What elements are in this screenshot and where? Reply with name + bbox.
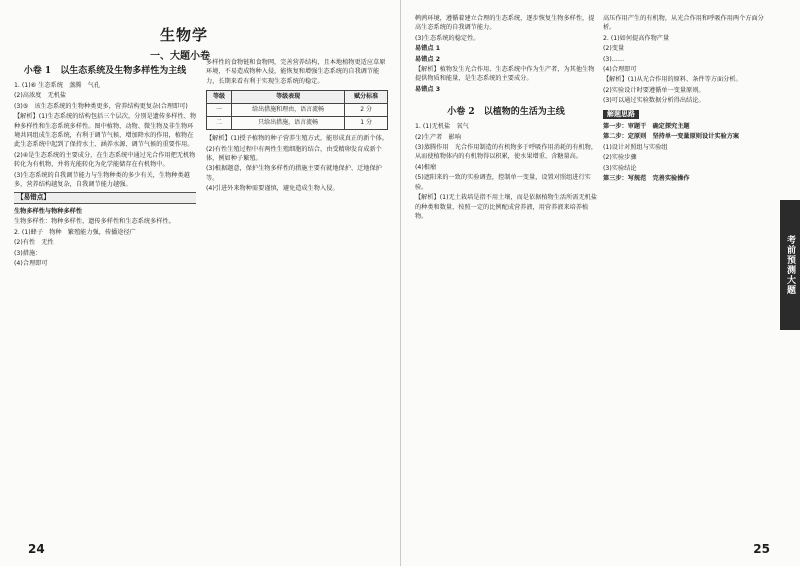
tip-box: 【易错点】 [14,192,196,203]
analysis-paragraph: (3)生态系统的自我调节能力与生物种类的多少有关，生物种类越多，营养结构越复杂，自我调节能力越强。 [14,171,190,189]
answer-line: (2)生产者 影响 [415,133,461,141]
analysis-paragraph: 【解析】植物发生光合作用、生态系统中作为生产者，为其他生物提供物质和能量，是生态系统的主要成分。 [415,66,595,83]
analysis-paragraph: (2)④是生态系统的主要成分，在生态系统中通过光合作用把无机物转化为有机物，并将光能转化为化学能储存在有机物中。 [14,151,196,169]
tip-heading: 易错点 2 [415,55,441,63]
solution-approach-label: 解题思路 [603,110,639,119]
answer-paragraph: 多样性的食物链和食物网，完善营养结构，且本地植物更适应草原环境，不易造成物种入侵，能恢复和增强生态系统的自我调节能力，长期来看有利于实现生态系统的稳定。 [206,59,386,85]
solution-substep: (2)实验步骤 [603,154,637,162]
right-column-1 [415,14,597,222]
tip-heading: 易错点 1 [415,45,441,53]
table-row [207,104,388,117]
table-cell: 1 分 [345,117,388,130]
tip-heading: 易错点 3 [415,85,441,93]
solution-substep: (3)实验结论 [603,164,637,172]
right-column-2 [603,14,771,185]
section-heading: 一、大题小卷 [150,51,210,62]
answer-line: 1. (1)⑥ 生态系统 蒸腾 气孔 [14,82,101,89]
answer-line: (3)⑤ 该生态系统的生物种类更多，营养结构更复杂(合理即可) [14,102,188,110]
table-cell: 给出措施和理由，语言流畅 [232,104,345,117]
answer-paragraph: (5)遮阳来的一致的实验调查，控制单一变量，设置对照组进行实验。 [415,174,591,191]
answer-paragraph: 高压作用产生的有机物，从光合作用和呼吸作用两个方面分析。 [603,15,764,32]
analysis-paragraph: (2)有性生殖过程中有两性生殖细胞的结合，由受精卵发育成新个体，例如种子繁殖。 [206,145,382,163]
page-number-right: 25 [753,542,770,556]
answer-line: (4)合理即可 [14,259,48,267]
analysis-paragraph: (3)根据题意，保护生物多样性的措施主要有就地保护、迁地保护等。 [206,165,382,182]
answer-line: (3)措施： [14,249,42,257]
solution-substep: (1)设计对照组与实验组 [603,143,668,151]
table-row [207,117,388,130]
unit1-heading: 小卷 1 以生态系统及生物多样性为主线 [23,66,187,76]
answer-line: (3)生态系统的稳定性。 [415,34,480,42]
left-column-2 [206,58,388,195]
analysis-paragraph: 【解析】(1)生态系统的结构包括三个层次，分别是遗传多样性、物种多样性和生态系统多样性。图中植物、动物、微生物及非生物环境共同组成生态系统，有利于调节气候、增加降水的作用，植物在此生态系统中起到了保持水土、涵养水源、调节气候的重要作用。 [14,113,197,149]
analysis-paragraph: 【解析】(1)授予植物的种子营养生殖方式，能形成真正的新个体。 [206,135,389,143]
analysis-paragraph: (4)引进外来物种需要谨慎，避免造成生物入侵。 [206,185,339,193]
solution-step: 第一步：审题干 确定探究主题 [603,123,690,131]
answer-line: (4)根瘤 [415,163,437,171]
tip-heading: 生物多样性与物种多样性 [14,207,83,215]
analysis-paragraph: 【解析】(1)从光合作用的原料、条件等方面分析。 [603,76,742,84]
analysis-paragraph: (3)可以通过实验数据分析得出结论。 [603,97,705,105]
table-header: 等级表现 [232,91,345,104]
answer-line: 2. (1)蜂子 物种 繁殖能力强，传播途径广 [14,228,136,236]
answer-line: 1. (1)无机盐 氧气 [415,123,469,131]
table-cell: 二 [207,117,232,130]
table-cell: 只给出措施，语言流畅 [232,117,345,130]
side-tab: 考前预测大题 [780,200,800,330]
left-column-1 [14,62,196,269]
answer-line: (2)高浓度 无机盐 [14,92,67,100]
table-cell: 2 分 [345,104,388,117]
answer-line: (2)变量 [603,45,625,53]
analysis-paragraph: (2)实验设计时要遵循单一变量原则。 [603,86,705,94]
solution-step: 第三步：写规范 完善实验操作 [603,175,690,183]
page-title: 生物学 [160,26,209,44]
right-page [401,0,800,566]
solution-step: 第二步：定原则 坚持单一变量原则设计实验方案 [603,133,740,141]
analysis-paragraph: 【解析】(1)无土栽培是指不用土壤，而是依据植物生活所需无机盐的种类和数量，按照一定的比例配成营养液，用营养液来培养植物。 [415,194,598,220]
unit2-heading: 小卷 2 以植物的生活为主线 [447,107,565,118]
answer-paragraph: 鹌鹑环境，遵循着建立合理的生态系统，逐步恢复生物多样性，提高生态系统的自我调节能力。 [415,15,595,32]
answer-line: (4)合理即可 [603,66,637,74]
answer-line: (3)…… [603,55,625,63]
table-cell: 一 [207,104,232,117]
answer-paragraph: (3)蒸腾作用 光合作用制造的有机物多于呼吸作用消耗的有机物，从而使植物体内的有机物得以积累，使水果增重、含糖量高。 [415,144,598,161]
answer-line: (2)有性 无性 [14,239,54,247]
page-number-left: 24 [28,542,45,556]
table-header: 赋分标准 [345,91,388,104]
answer-line: 2. (1)如何提高作物产量 [603,34,670,42]
table-header: 等级 [207,91,232,104]
scoring-table [206,90,388,130]
tip-text: 生物多样性：物种多样性、遗传多样性和生态系统多样性。 [14,218,175,226]
